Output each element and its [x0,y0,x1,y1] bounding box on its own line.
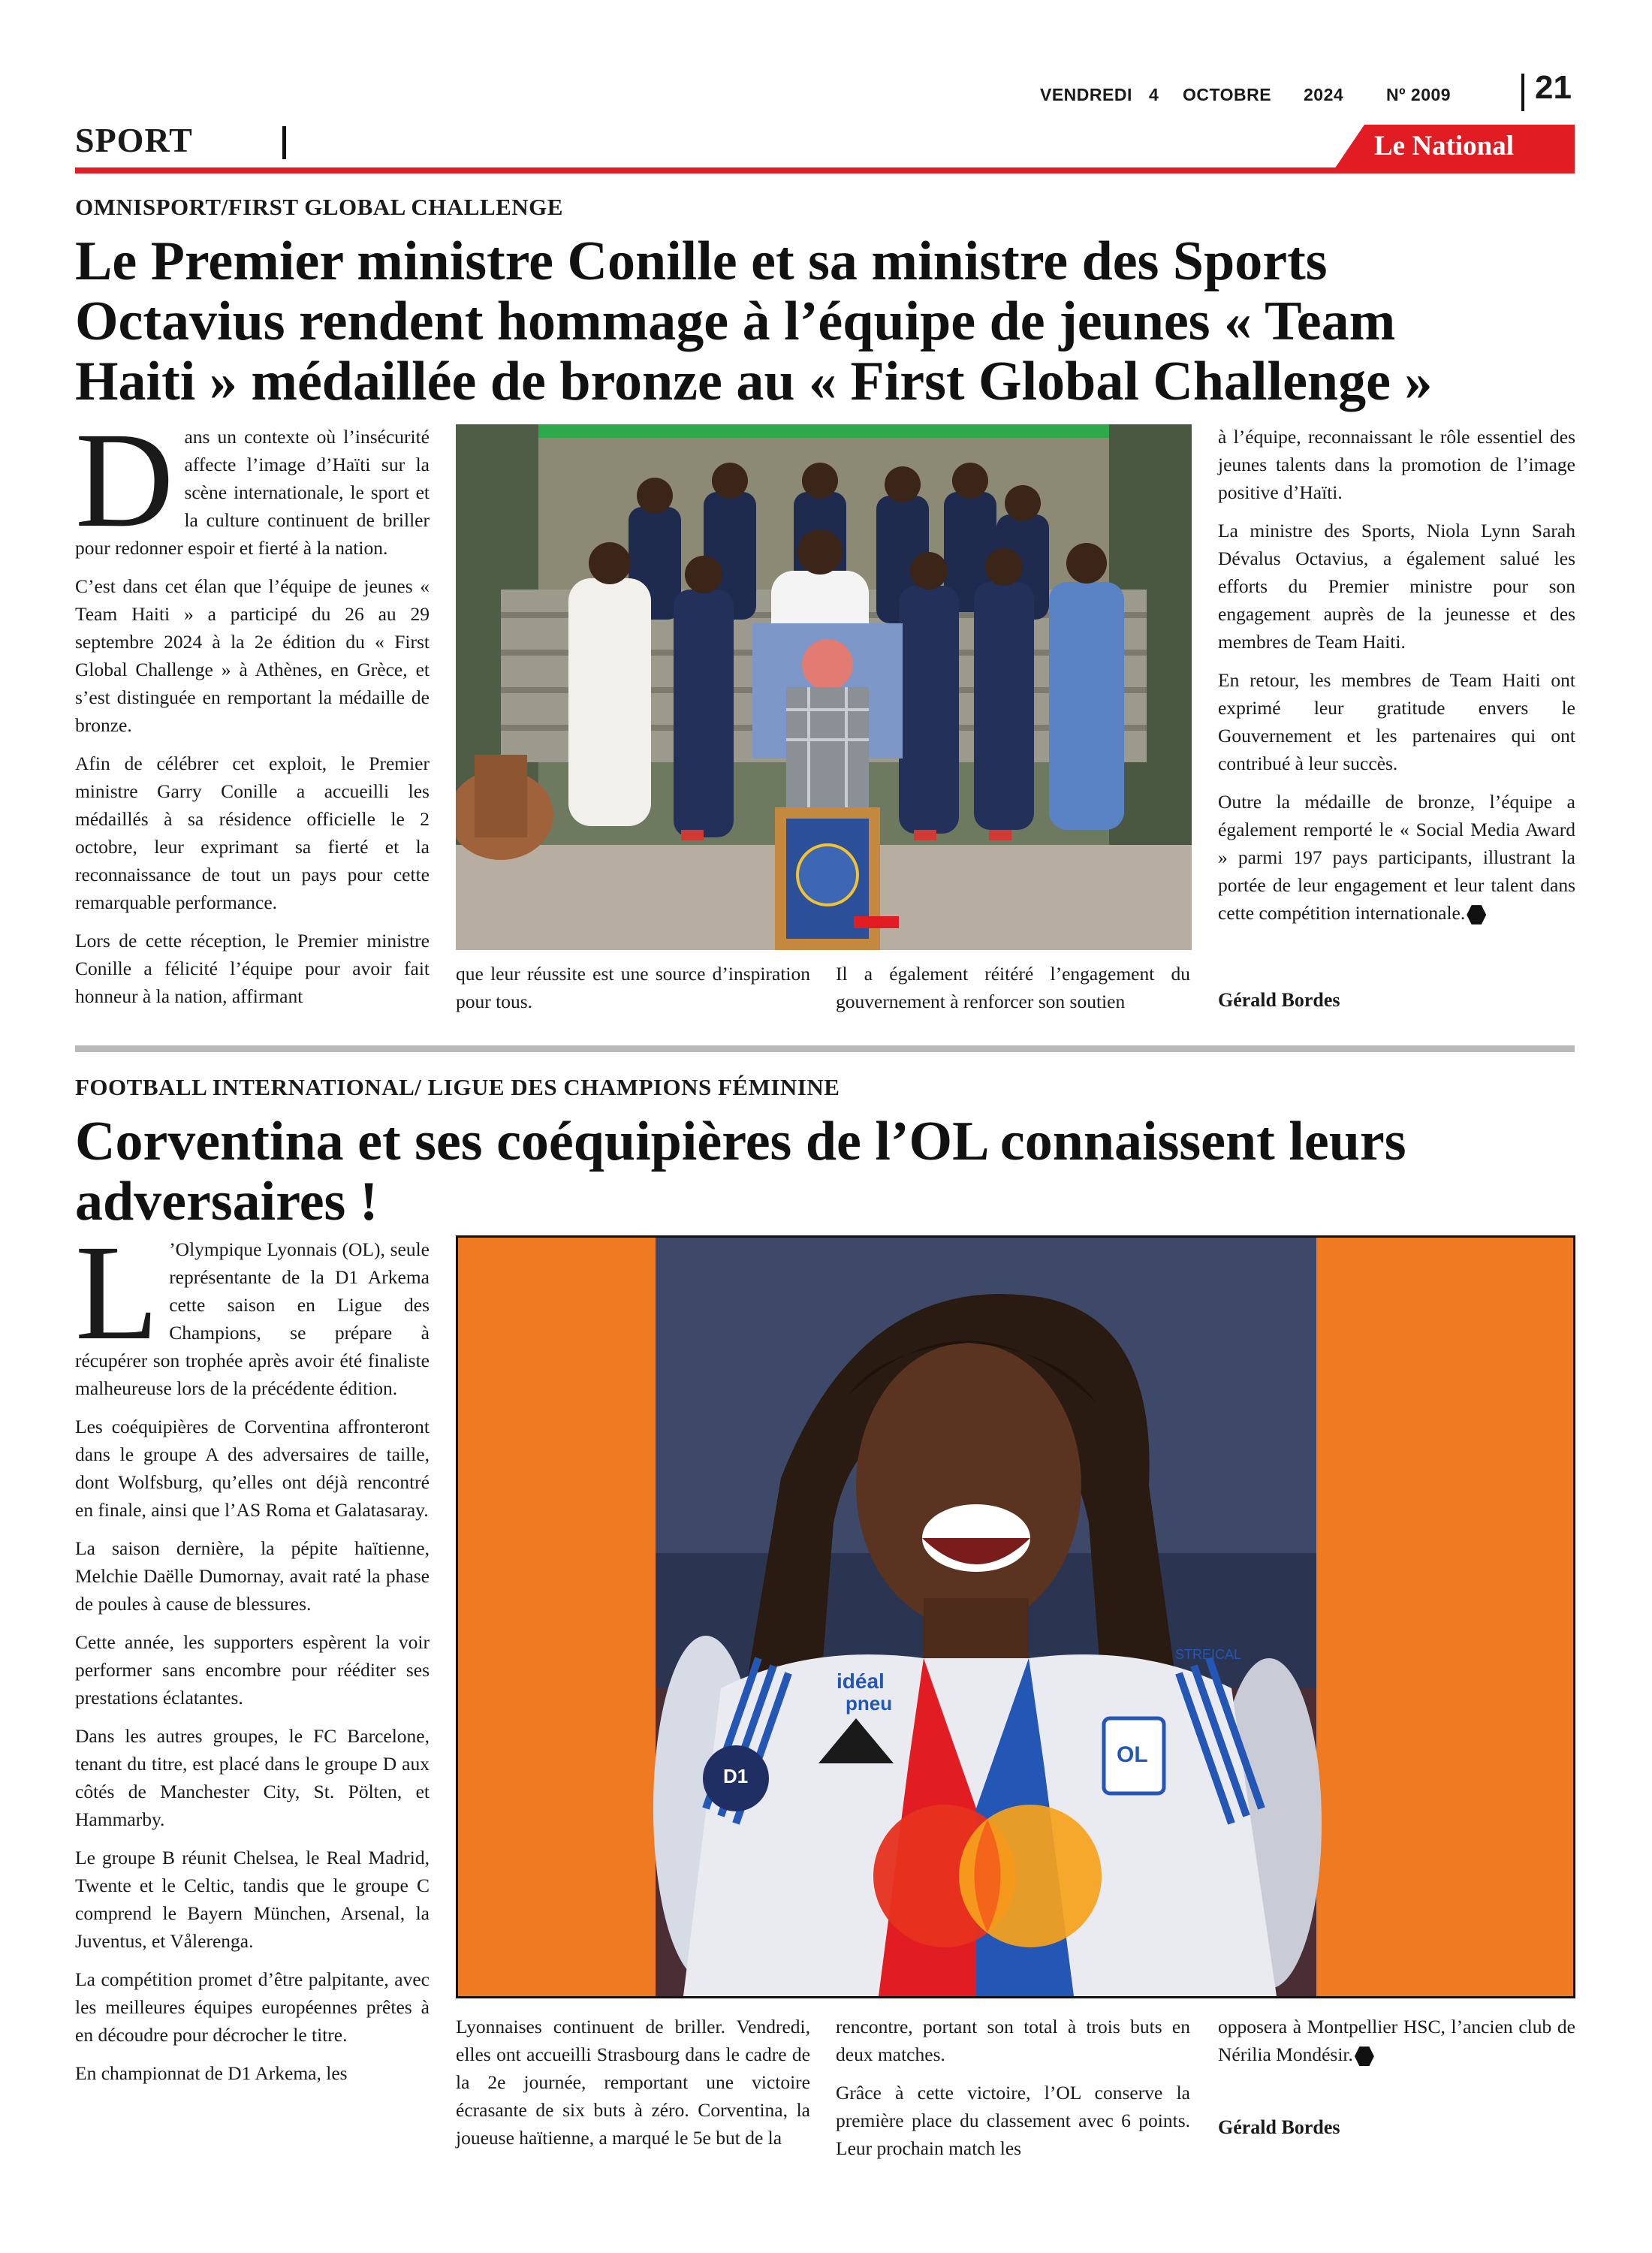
header-issue: Nº 2009 [1386,85,1452,104]
article1-column-1 [75,405,430,1021]
article1-byline: Gérald Bordes [1218,989,1340,1011]
article1-column-4 [1218,423,1575,937]
team-photo-illustration [456,424,1192,950]
article1-headline-line-2: Octavius rendent hommage à l’équipe de jeunes « Team [75,291,1396,352]
article1-paragraph: à l’équipe, reconnaissant le rôle essentiel des jeunes talents dans la promotion de l’image positive d’Haïti. [1218,426,1575,503]
article1-paragraph: En retour, les membres de Team Haiti ont exprimé leur gratitude envers le Gouvernement et les partenaires qui ont contribué à leur succès. [1218,669,1575,774]
jersey-brand: STREICAL [1175,1647,1242,1662]
article2-headline [75,1111,1584,1232]
article1-headline-line-3: Haiti » médaillée de bronze au « First Global Challenge » [75,351,1433,412]
team-haiti-photo [456,424,1192,950]
article2-paragraph: La compétition promet d’être palpitante, avec les meilleures équipes européennes prêtes à en découdre pour décrocher le titre. [75,1968,430,2046]
article-separator [75,1045,1575,1052]
jersey-sponsor-text: idéal [837,1669,885,1693]
article2-paragraph: Le groupe B réunit Chelsea, le Real Madrid, Twente et le Celtic, tandis que le groupe C comprend le Bayern München, Arsenal, la Juventus, et Vålerenga. [75,1847,430,1952]
article1-paragraph-last [1218,788,1575,927]
header-page-divider [1521,74,1524,111]
article2-paragraph-last [1218,2013,1575,2068]
article1-rubric: OMNISPORT/FIRST GLOBAL CHALLENGE [75,194,563,220]
article1-paragraph: C’est dans cet élan que l’équipe de jeunes « Team Haiti » a participé du 26 au 29 septembre 2024 à la 2e édition du « First Global Challenge » à Athènes, en Grèce, et s’est distinguée en remportant la médaille de bronze. [75,575,430,736]
article1-paragraph: Lors de cette réception, le Premier ministre Conille a félicité l’équipe pour avoir fait honneur à la nation, affirmant [75,930,430,1007]
article2-column-1 [75,1217,430,2098]
jersey-sponsor-text-2: pneu [846,1692,893,1715]
article1-headline-line-1: Le Premier ministre Conille et sa ministre des Sports [75,231,1328,292]
article2-byline: Gérald Bordes [1218,2116,1340,2138]
header-year: 2024 [1304,85,1344,104]
section-divider [282,126,286,159]
article2-paragraph: La saison dernière, la pépite haïtienne, Melchie Daëlle Dumornay, avait raté la phase de poules à cause de blessures. [75,1537,430,1615]
d1-badge: D1 [723,1765,749,1787]
header-date: 4 [1149,85,1159,104]
article1-paragraph: que leur réussite est une source d’inspiration pour tous. [456,963,810,1012]
player-photo-illustration [458,1238,1573,1996]
article1-paragraph: Il a également réitéré l’engagement du gouvernement à renforcer son soutien [836,963,1190,1012]
article2-paragraph: rencontre, portant son total à trois buts en deux matches. [836,2016,1190,2065]
article2-headline-line-2: adversaires ! [75,1171,378,1232]
header-day: VENDREDI [1040,85,1132,104]
article1-closing-text: Outre la médaille de bronze, l’équipe a également remporté le « Social Media Award » parmi 197 pays participants, illustrant la portée de leur engagement et leur talent dans cette compétition internationale. [1218,791,1575,924]
end-mark-icon [1467,905,1486,924]
article1-column-2 [456,960,810,1026]
section-title: SPORT [75,121,193,159]
page-number: 21 [1535,69,1572,106]
header-red-rule [75,167,1575,173]
article2-column-3 [836,2013,1190,2173]
article2-rubric: FOOTBALL INTERNATIONAL/ LIGUE DES CHAMPIONS FÉMININE [75,1074,840,1100]
article1-dropcap: D [75,405,174,556]
article2-column-4 [1218,2013,1575,2079]
article2-column-2 [456,2013,810,2162]
article2-closing-text: opposera à Montpellier HSC, l’ancien club de Nérilia Mondésir. [1218,2016,1575,2065]
header-month: OCTOBRE [1183,85,1272,104]
end-mark-icon [1355,2046,1374,2066]
article2-paragraph: Cette année, les supporters espèrent la voir performer sans encombre pour rééditer ses prestations éclatantes. [75,1631,430,1709]
player-photo [456,1235,1575,1998]
article2-paragraph: Lyonnaises continuent de briller. Vendredi, elles ont accueilli Strasbourg dans le cadre de la 2e journée, remportant une victoire écrasante de six buts à zéro. Corventina, la joueuse haïtienne, a marqué le 5e but de la [456,2016,810,2149]
article2-paragraph: ’Olympique Lyonnais (OL), seule représentante de la D1 Arkema cette saison en Ligue des Champions, se prépare à récupérer son trophée après avoir été finaliste malheureuse lors de la précédente édition. [75,1238,430,1399]
ol-crest: OL [1117,1742,1148,1767]
article1-paragraph: Afin de célébrer cet exploit, le Premier ministre Garry Conille a accueilli les médaillés à sa résidence officielle le 2 octobre, leur exprimant sa fierté et la reconnaissance de tout un pays pour cette remarquable performance. [75,753,430,913]
article1-headline [75,231,1584,412]
article1-column-3 [836,960,1190,1026]
article2-headline-line-1: Corventina et ses coéquipières de l’OL connaissent leurs [75,1111,1406,1172]
article2-paragraph: Grâce à cette victoire, l’OL conserve la première place du classement avec 6 points. Leur prochain match les [836,2082,1190,2159]
brand-name: Le National [1374,131,1515,161]
article1-paragraph: La ministre des Sports, Niola Lynn Sarah Dévalus Octavius, a également salué les efforts du Premier ministre pour son engagement auprès de la jeunesse et des membres de Team Haiti. [1218,520,1575,653]
article2-dropcap: L [75,1217,159,1368]
article1-paragraph: ans un contexte où l’insécurité affecte l’image d’Haïti sur la scène internationale, le sport et la culture continuent de briller pour redonner espoir et fierté à la nation. [75,426,430,559]
article2-paragraph: Les coéquipières de Corventina affronteront dans le groupe A des adversaires de taille, dont Wolfsburg, qu’elles ont déjà rencontré en finale, ainsi que l’AS Roma et Galatasaray. [75,1416,430,1521]
article2-paragraph: En championnat de D1 Arkema, les [75,2062,348,2084]
article2-paragraph: Dans les autres groupes, le FC Barcelone, tenant du titre, est placé dans le groupe D aux côtés de Manchester City, St. Pölten, et Hammarby. [75,1725,430,1830]
